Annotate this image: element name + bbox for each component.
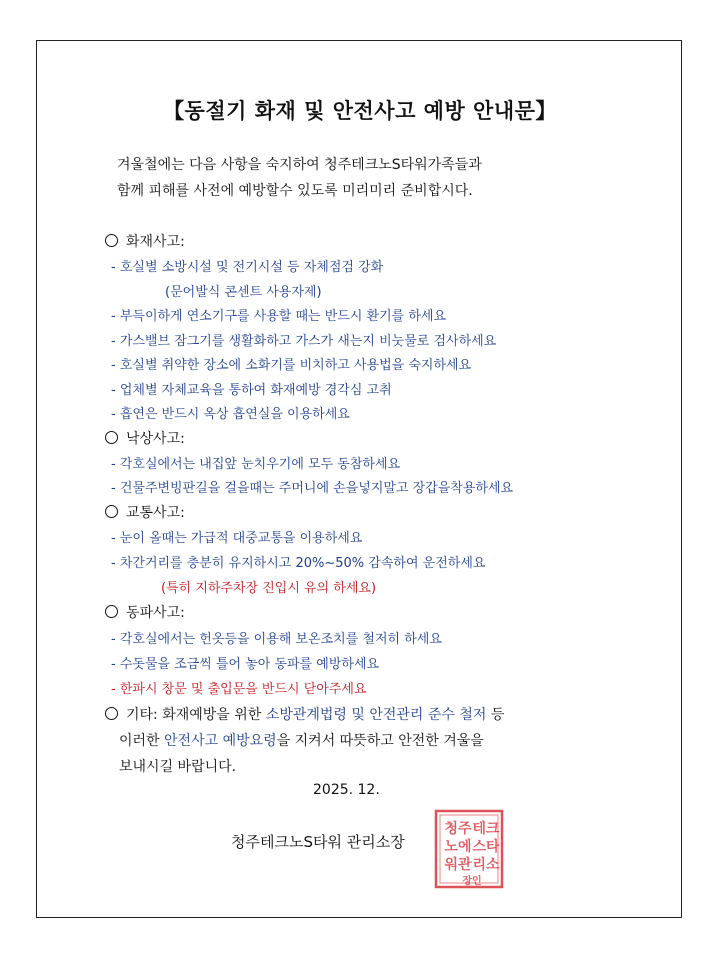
fire-item: - 흡연은 반드시 옥상 흡연실을 이용하세요	[111, 407, 350, 422]
traffic-item-note: (특히 지하주차장 진입시 유의 하세요)	[161, 581, 377, 596]
fire-item: - 업체별 자체교육을 통하여 화재예방 경각심 고취	[111, 383, 392, 398]
misc-highlight: 소방관계법령 및 안전관리 준수 철저	[265, 707, 487, 723]
circle-bullet-icon	[105, 234, 118, 247]
misc-text: 기타: 화재예방을 위한	[126, 707, 266, 723]
svg-text:리소: 리소	[472, 857, 500, 873]
circle-bullet-icon	[105, 505, 118, 518]
svg-text:워관: 워관	[444, 857, 472, 873]
fire-item: - 호실별 소방시설 및 전기시설 등 자체점검 강화	[111, 260, 384, 275]
fall-item: - 각호실에서는 내집앞 눈치우기에 모두 동참하세요	[111, 457, 401, 472]
heading-text: 동파사고:	[126, 605, 185, 621]
heading-text: 교통사고:	[126, 505, 185, 521]
misc-text: 을 지켜서 따뜻하고 안전한 겨울을	[276, 733, 484, 749]
freeze-item: - 수돗물을 조금씩 틀어 놓아 동파를 예방하세요	[111, 657, 380, 672]
traffic-item: - 눈이 올때는 가급적 대중교통을 이용하세요	[111, 531, 363, 546]
freeze-item: - 각호실에서는 헌옷등을 이용해 보온조치를 철저히 하세요	[111, 632, 442, 647]
fall-item: - 건물주변빙판길을 걸을때는 주머니에 손을넣지말고 장갑을착용하세요	[111, 481, 514, 496]
section-heading-fire	[105, 231, 185, 251]
misc-line-2	[119, 730, 484, 750]
fire-item: - 호실별 취약한 장소에 소화기를 비치하고 사용법을 숙지하세요	[111, 358, 472, 373]
svg-text:장인: 장인	[462, 876, 482, 887]
traffic-item: - 차간거리를 충분히 유지하시고 20%~50% 감속하여 운전하세요	[111, 556, 486, 571]
fire-item: - 부득이하게 연소기구를 사용할 때는 반드시 환기를 하세요	[111, 309, 447, 324]
section-heading-freeze	[105, 602, 185, 622]
misc-line-1	[105, 704, 504, 724]
fire-item: - 가스밸브 잠그기를 생활화하고 가스가 새는지 비눗물로 검사하세요	[111, 334, 497, 349]
misc-text: 등	[486, 707, 505, 723]
circle-bullet-icon	[105, 707, 118, 720]
svg-text:청주: 청주	[444, 821, 472, 837]
svg-text:테크: 테크	[472, 821, 500, 837]
svg-text:노에: 노에	[444, 839, 472, 855]
circle-bullet-icon	[105, 605, 118, 618]
section-heading-traffic	[105, 502, 185, 522]
section-heading-fall	[105, 428, 185, 448]
misc-highlight: 안전사고 예방요령	[164, 733, 277, 749]
notice-document	[36, 40, 682, 918]
fire-item-note: (문어발식 콘센트 사용자제)	[165, 285, 322, 300]
svg-text:스타: 스타	[472, 839, 500, 855]
signature: 청주테크노S타워 관리소장	[231, 833, 405, 851]
misc-line-3: 보내시길 바랍니다.	[119, 759, 237, 775]
notice-title: 【동절기 화재 및 안전사고 예방 안내문】	[163, 99, 557, 123]
intro-line-1: 겨울철에는 다음 사항을 숙지하여 청주테크노S타워가족들과	[117, 157, 482, 173]
misc-text: 이러한	[119, 733, 165, 749]
heading-text: 화재사고:	[126, 234, 185, 250]
heading-text: 낙상사고:	[126, 431, 185, 447]
freeze-item-warning: - 한파시 창문 및 출입문을 반드시 닫아주세요	[111, 682, 367, 697]
notice-date: 2025. 12.	[313, 782, 380, 798]
circle-bullet-icon	[105, 431, 118, 444]
official-seal-stamp	[434, 809, 504, 889]
intro-line-2: 함께 피해를 사전에 예방할수 있도록 미리미리 준비합시다.	[117, 183, 473, 199]
